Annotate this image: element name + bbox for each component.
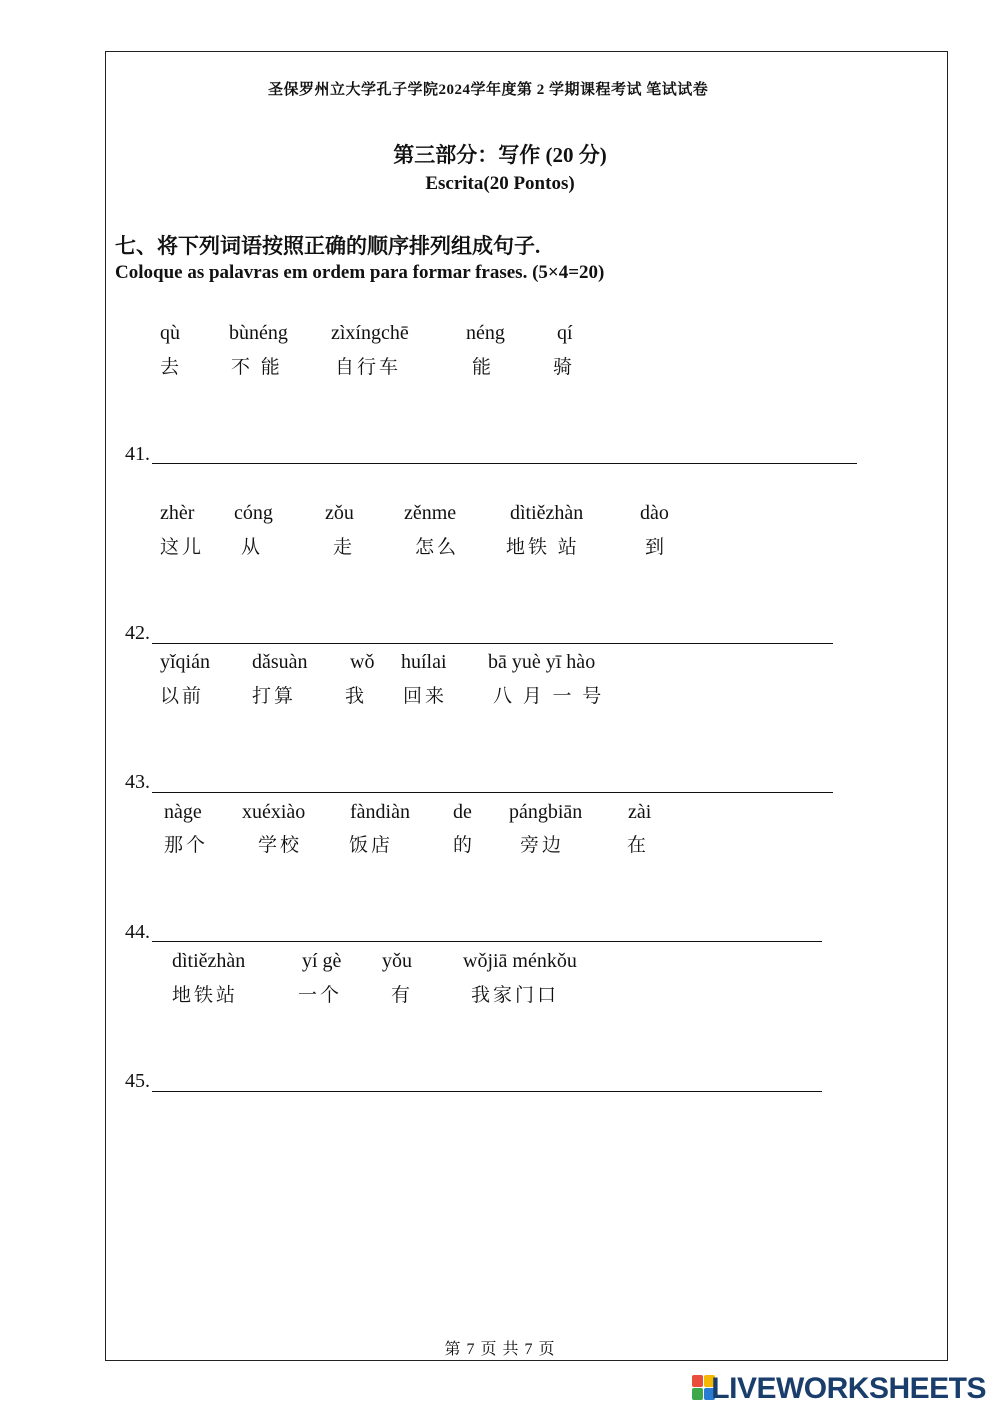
word-hanzi: 骑: [553, 357, 576, 378]
answer-line-43[interactable]: [152, 792, 833, 793]
word-pinyin: yǒu: [382, 950, 412, 972]
word-hanzi: 打算: [252, 686, 297, 707]
answer-line-42[interactable]: [152, 643, 833, 644]
liveworksheets-brand[interactable]: LIVEWORKSHEETS: [711, 1372, 986, 1405]
word-pinyin: zhèr: [160, 502, 195, 524]
word-pinyin: dào: [640, 502, 669, 524]
word-hanzi: 能: [472, 357, 495, 378]
word-pinyin: qù: [160, 322, 180, 344]
word-pinyin: fàndiàn: [350, 801, 410, 823]
page-footer: 第 7 页 共 7 页: [444, 1341, 556, 1358]
word-pinyin: zài: [628, 801, 652, 823]
word-hanzi: 不 能: [231, 357, 283, 378]
word-pinyin: pángbiān: [509, 801, 583, 823]
instruction-portuguese: Coloque as palavras em ordem para formar frases. (5×4=20): [115, 262, 605, 283]
word-hanzi: 地铁 站: [506, 537, 580, 558]
word-pinyin: zǒu: [325, 502, 354, 524]
word-pinyin: xuéxiào: [242, 801, 306, 823]
word-pinyin: zěnme: [404, 502, 457, 524]
instruction-chinese: 七、将下列词语按照正确的顺序排列组成句子.: [115, 234, 541, 258]
word-pinyin: nàge: [164, 801, 202, 823]
word-pinyin: cóng: [234, 502, 273, 524]
answer-line-45[interactable]: [152, 1091, 822, 1092]
word-hanzi: 从: [241, 537, 264, 558]
word-hanzi: 地铁站: [172, 985, 239, 1006]
word-hanzi: 旁边: [520, 835, 565, 856]
word-pinyin: qí: [557, 322, 573, 344]
word-pinyin: dìtiězhàn: [172, 950, 246, 972]
section-title: 第三部分：写作 (20 分): [393, 143, 607, 167]
word-pinyin: bā yuè yī hào: [488, 651, 596, 673]
word-pinyin: bùnéng: [229, 322, 288, 344]
word-hanzi: 到: [645, 537, 668, 558]
word-pinyin: yí gè: [302, 950, 342, 972]
word-hanzi: 在: [627, 835, 650, 856]
word-pinyin: dìtiězhàn: [510, 502, 584, 524]
word-hanzi: 怎么: [415, 537, 460, 558]
question-number: 42.: [125, 622, 150, 644]
answer-line-44[interactable]: [152, 941, 822, 942]
word-pinyin: dǎsuàn: [252, 651, 308, 673]
word-hanzi: 这儿: [160, 537, 205, 558]
word-hanzi: 以前: [160, 686, 205, 707]
word-hanzi: 自行车: [335, 357, 402, 378]
word-hanzi: 我: [345, 686, 368, 707]
word-pinyin: néng: [466, 322, 505, 344]
exam-header: 圣保罗州立大学孔子学院2024学年度第 2 学期课程考试 笔试试卷: [268, 82, 709, 98]
word-hanzi: 的: [453, 835, 476, 856]
word-hanzi: 一个: [298, 985, 343, 1006]
word-pinyin: wǒjiā ménkǒu: [463, 950, 577, 972]
question-number: 43.: [125, 771, 150, 793]
word-pinyin: de: [453, 801, 472, 823]
word-pinyin: huílai: [401, 651, 447, 673]
word-hanzi: 有: [391, 985, 414, 1006]
word-hanzi: 我家门口: [471, 985, 560, 1006]
word-hanzi: 那个: [164, 835, 209, 856]
word-hanzi: 学校: [258, 835, 303, 856]
word-hanzi: 去: [160, 357, 183, 378]
question-number: 44.: [125, 921, 150, 943]
question-number: 45.: [125, 1070, 150, 1092]
word-hanzi: 走: [333, 537, 356, 558]
word-hanzi: 八 月 一 号: [493, 686, 605, 707]
word-pinyin: zìxíngchē: [331, 322, 409, 344]
section-subtitle: Escrita(20 Pontos): [425, 173, 575, 194]
answer-line-41[interactable]: [152, 463, 857, 464]
word-hanzi: 回来: [403, 686, 448, 707]
word-pinyin: wǒ: [350, 651, 375, 673]
word-hanzi: 饭店: [349, 835, 394, 856]
word-pinyin: yǐqián: [160, 651, 210, 673]
question-number: 41.: [125, 443, 150, 465]
